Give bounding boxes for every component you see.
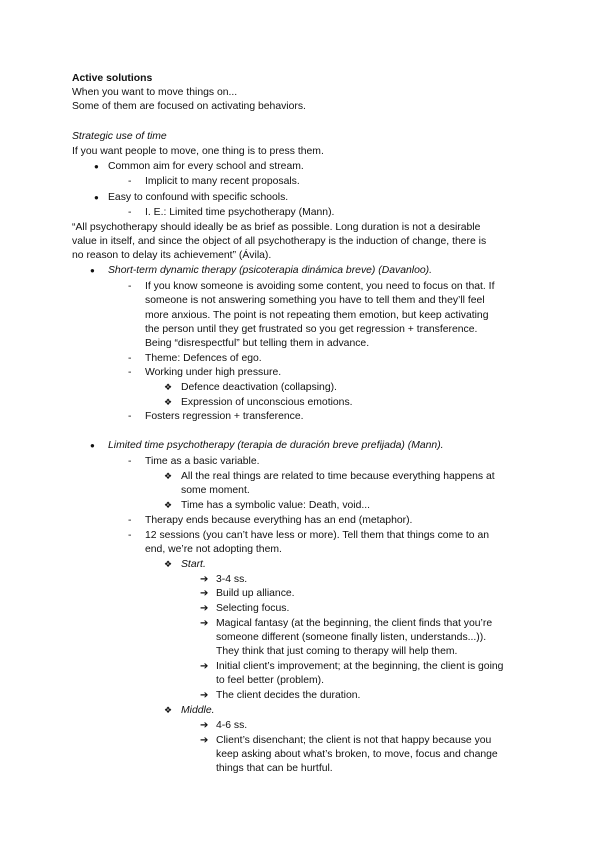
arrow-right-icon: ➔ [200,690,209,701]
paragraph-line: Initial client’s improvement; at the beginning, the client is going [216,661,504,672]
paragraph-line: If you know someone is avoiding some content, you need to focus on that. If [145,281,495,292]
dash-icon: - [128,515,132,526]
section-title-strategic: Strategic use of time [72,131,167,142]
strategic-lead: If you want people to move, one thing is to press them. [72,146,324,157]
dash-icon: - [128,353,132,364]
bullet-icon: ● [94,162,99,171]
list-item: Easy to confound with specific schools. [108,192,289,203]
diamond-bullet-icon: ❖ [164,559,173,569]
paragraph-line: more anxious. The point is not repeating them emotion, but keep activating [145,310,489,321]
list-item: 3-4 ss. [216,574,248,585]
diamond-bullet-icon: ❖ [164,500,173,510]
arrow-right-icon: ➔ [200,574,209,585]
quote-line-1: “All psychotherapy should ideally be as brief as possible. Long duration is not a desirable [72,222,481,233]
list-item: Fosters regression + transference. [145,411,304,422]
paragraph-line: keep asking about what’s broken, to move, focus and change [216,749,498,760]
dash-icon: - [128,367,132,378]
dash-icon: - [128,411,132,422]
list-item: Time has a symbolic value: Death, void... [181,500,371,511]
list-item: All the real things are related to time because everything happens at [181,471,495,482]
dash-icon: - [128,456,132,467]
quote-line-3: no reason to delay its achievement” (Ávila). [72,250,272,261]
bullet-icon: ● [90,441,95,450]
paragraph-line: things that can be hurtful. [216,763,333,774]
list-item: 4-6 ss. [216,720,248,731]
arrow-right-icon: ➔ [200,661,209,672]
paragraph-line: end, we’re not adopting them. [145,544,282,555]
list-item: Defence deactivation (collapsing). [181,382,337,393]
paragraph-line: to feel better (problem). [216,675,324,686]
paragraph-line: They think that just coming to therapy will help them. [216,646,458,657]
dash-icon: - [128,530,132,541]
paragraph-line: Being “disrespectful” but telling them in advance. [145,338,370,349]
list-item: Theme: Defences of ego. [145,353,262,364]
arrow-right-icon: ➔ [200,588,209,599]
list-item: Implicit to many recent proposals. [145,176,300,187]
phase-label-middle: Middle. [181,705,215,716]
list-item: Build up alliance. [216,588,295,599]
section-title-stdp: Short-term dynamic therapy (psicoterapia dinámica breve) (Davanloo). [108,265,432,276]
bullet-icon: ● [90,266,95,275]
diamond-bullet-icon: ❖ [164,705,173,715]
paragraph-line: Magical fantasy (at the beginning, the client finds that you’re [216,618,493,629]
page-title: Active solutions [72,73,153,84]
section-title-ltp: Limited time psychotherapy (terapia de duración breve prefijada) (Mann). [108,440,444,451]
paragraph-line: Client’s disenchant; the client is not that happy because you [216,735,492,746]
list-item: Expression of unconscious emotions. [181,397,353,408]
intro-line-2: Some of them are focused on activating behaviors. [72,101,306,112]
paragraph-line: someone is not answering something you have to tell them and they’ll feel [145,295,485,306]
arrow-right-icon: ➔ [200,603,209,614]
diamond-bullet-icon: ❖ [164,471,173,481]
list-item: The client decides the duration. [216,690,361,701]
diamond-bullet-icon: ❖ [164,397,173,407]
list-item: Therapy ends because everything has an end (metaphor). [145,515,413,526]
diamond-bullet-icon: ❖ [164,382,173,392]
list-item: I. E.: Limited time psychotherapy (Mann). [145,207,335,218]
arrow-right-icon: ➔ [200,618,209,629]
dash-icon: - [128,176,132,187]
intro-line-1: When you want to move things on... [72,87,238,98]
list-item: some moment. [181,485,250,496]
list-item: Working under high pressure. [145,367,282,378]
quote-line-2: value in itself, and since the object of all psychotherapy is the induction of change, there is [72,236,487,247]
paragraph-line: 12 sessions (you can’t have less or more). Tell them that things come to an [145,530,490,541]
list-item: Common aim for every school and stream. [108,161,304,172]
list-item: Time as a basic variable. [145,456,260,467]
arrow-right-icon: ➔ [200,735,209,746]
arrow-right-icon: ➔ [200,720,209,731]
bullet-icon: ● [94,193,99,202]
dash-icon: - [128,281,132,292]
phase-label-start: Start. [181,559,206,570]
dash-icon: - [128,207,132,218]
paragraph-line: someone different (someone finally listen, understands...)). [216,632,487,643]
paragraph-line: the person until they get frustrated so you get regression + transference. [145,324,478,335]
list-item: Selecting focus. [216,603,290,614]
